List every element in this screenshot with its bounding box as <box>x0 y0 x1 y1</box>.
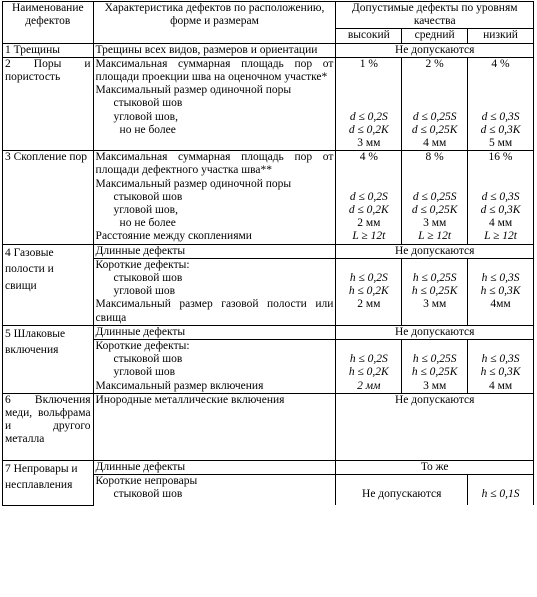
defect-name-gas-cavities: 4 Газовые полости и свищи <box>3 244 94 325</box>
pores-no-more-label: но не более <box>119 123 176 136</box>
defect-desc-pores <box>93 57 336 150</box>
gas-low-values <box>468 258 534 325</box>
slag-fillet-high: h ≤ 0,2K <box>348 366 389 379</box>
clusters-max-medium: 3 мм <box>423 217 447 230</box>
row-slag-long <box>3 325 534 339</box>
clusters-fillet-medium: d ≤ 0,25K <box>411 203 458 216</box>
clusters-butt-low: d ≤ 0,3S <box>481 190 520 203</box>
clusters-distance-text: Расстояние между скоплениями <box>95 230 252 243</box>
row-lack-of-fusion-long <box>3 460 534 474</box>
gas-max-low: 4мм <box>490 298 511 311</box>
clusters-low-values <box>468 151 534 244</box>
clusters-butt-high: d ≤ 0,2S <box>349 190 388 203</box>
fusion-butt-label: стыковой шов <box>113 488 183 501</box>
gas-max-high: 2 мм <box>357 298 381 311</box>
defect-desc-pore-clusters <box>93 151 336 244</box>
pores-butt-medium: d ≤ 0,25S <box>412 110 457 123</box>
pores-max-high: 3 мм <box>357 136 381 149</box>
slag-short-label: Короткие дефекты: <box>95 340 190 353</box>
pores-butt-low: d ≤ 0,3S <box>481 110 520 123</box>
pores-high-values <box>336 57 402 150</box>
slag-max-text: Максимальный размер включения <box>95 379 264 392</box>
clusters-total-low: 16 % <box>488 151 513 164</box>
defect-name-slag: 5 Шлаковые включения <box>3 325 94 393</box>
pores-fillet-medium: d ≤ 0,25K <box>411 123 458 136</box>
clusters-fillet-low: d ≤ 0,3K <box>480 203 521 216</box>
slag-butt-medium: h ≤ 0,25S <box>412 353 457 366</box>
gas-butt-label: стыковой шов <box>113 272 183 285</box>
gas-max-text: Максимальный размер газовой полости или свища <box>95 298 334 324</box>
gas-fillet-medium: h ≤ 0,25K <box>411 285 458 298</box>
gas-butt-medium: h ≤ 0,25S <box>412 272 457 284</box>
slag-fillet-medium: h ≤ 0,25K <box>411 366 458 379</box>
pores-total-high: 1 % <box>359 57 378 70</box>
slag-butt-high: h ≤ 0,2S <box>349 353 388 366</box>
clusters-distance-medium: L ≥ 12t <box>418 230 452 243</box>
clusters-high-values <box>336 151 402 244</box>
slag-long-allowed: Не допускаются <box>336 325 534 339</box>
header-row <box>3 2 534 29</box>
gas-long-allowed: Не допускаются <box>336 244 534 258</box>
gas-medium-values <box>402 258 468 325</box>
clusters-fillet-label: угловой шов, <box>113 204 178 216</box>
slag-max-low: 4 мм <box>488 379 513 392</box>
defect-desc-gas-short <box>93 258 336 325</box>
pores-butt-label: стыковой шов <box>113 97 183 110</box>
clusters-total-medium: 8 % <box>425 151 444 164</box>
clusters-total-high: 4 % <box>359 151 378 164</box>
row-pores <box>3 57 534 150</box>
gas-butt-high: h ≤ 0,2S <box>349 272 388 284</box>
defects-table <box>2 1 534 506</box>
clusters-butt-label: стыковой шов <box>113 190 183 203</box>
clusters-total-area-text: Максимальная суммарная площадь пор от площади дефектного участка шва** <box>95 151 334 177</box>
clusters-no-more-label: но не более <box>119 217 176 230</box>
pores-butt-high: d ≤ 0,2S <box>349 110 388 123</box>
fusion-low-values <box>468 475 534 506</box>
slag-low-values <box>468 340 534 394</box>
defects-table-document <box>2 1 534 506</box>
defect-name-pores: 2 Поры и пористость <box>3 57 94 150</box>
fusion-long-label: Длинные дефекты <box>93 460 336 474</box>
allowed-metal-inclusions: Не допускаются <box>336 393 534 460</box>
pores-total-area-text: Максимальная суммарная площадь пор от площади проекции шва на оценочном участке* <box>95 57 334 84</box>
clusters-medium-values <box>402 151 468 244</box>
defect-desc-metal-inclusions: Инородные металлические включения <box>93 393 336 460</box>
fusion-short-label: Короткие непровары <box>95 475 198 488</box>
defect-name-cracks: 1 Трещины <box>3 43 94 57</box>
clusters-distance-high: L ≥ 12t <box>352 230 386 243</box>
defect-desc-slag-short <box>93 340 336 394</box>
slag-fillet-label: угловой шов <box>113 366 176 379</box>
row-metal-inclusions <box>3 393 534 460</box>
header-level-high: высокий <box>336 29 402 43</box>
pores-medium-values <box>402 57 468 150</box>
defect-name-metal-inclusions: 6 Включения меди, вольфрама и другого металла <box>3 393 94 460</box>
header-defect-name: Наименование дефектов <box>3 2 94 44</box>
gas-long-label: Длинные дефекты <box>93 244 336 258</box>
slag-butt-label: стыковой шов <box>113 353 183 366</box>
pores-max-medium: 4 мм <box>423 136 447 149</box>
pores-fillet-label: угловой шов, <box>113 110 178 123</box>
clusters-single-size-text: Максимальный размер одиночной поры <box>95 177 292 190</box>
slag-medium-values <box>402 340 468 394</box>
header-defect-description: Характеристика дефектов по расположению, форме и размерам <box>93 2 336 44</box>
row-gas-cavities-long <box>3 244 534 258</box>
gas-fillet-label: угловой шов <box>113 285 176 298</box>
row-pore-clusters <box>3 151 534 244</box>
header-allowed-defects: Допустимые дефекты по уровням качества <box>336 2 534 29</box>
slag-max-high: 2 мм <box>357 379 381 392</box>
defect-desc-cracks: Трещины всех видов, размеров и ориентации <box>93 43 336 57</box>
clusters-max-low: 4 мм <box>488 217 513 230</box>
pores-low-values <box>468 57 534 150</box>
slag-fillet-low: h ≤ 0,3K <box>480 366 521 379</box>
slag-long-label: Длинные дефекты <box>93 325 336 339</box>
pores-single-size-text: Максимальный размер одиночной поры <box>95 84 292 97</box>
row-cracks <box>3 43 534 57</box>
gas-high-values <box>336 258 402 325</box>
allowed-cracks: Не допускаются <box>336 43 534 57</box>
defect-desc-fusion-short <box>93 475 336 506</box>
clusters-butt-medium: d ≤ 0,25S <box>412 190 457 203</box>
clusters-max-high: 2 мм <box>357 217 381 230</box>
slag-max-medium: 3 мм <box>423 379 447 392</box>
pores-total-medium: 2 % <box>425 57 444 70</box>
gas-short-label: Короткие дефекты: <box>95 258 190 271</box>
slag-high-values <box>336 340 402 394</box>
slag-butt-low: h ≤ 0,3S <box>481 353 520 366</box>
defect-name-lack-of-fusion: 7 Непровары и несплавления <box>3 460 94 505</box>
fusion-butt-not-allowed: Не допускаются <box>362 488 442 501</box>
pores-max-low: 5 мм <box>488 136 513 149</box>
fusion-long-allowed: То же <box>336 460 534 474</box>
gas-butt-low: h ≤ 0,3S <box>481 272 520 284</box>
pores-fillet-low: d ≤ 0,3K <box>480 123 521 136</box>
fusion-butt-low: h ≤ 0,1S <box>481 488 520 501</box>
pores-total-low: 4 % <box>491 57 510 70</box>
gas-fillet-low: h ≤ 0,3K <box>480 285 521 298</box>
header-level-low: низкий <box>468 29 534 43</box>
pores-fillet-high: d ≤ 0,2K <box>348 123 389 136</box>
clusters-fillet-high: d ≤ 0,2K <box>348 203 389 216</box>
clusters-distance-low: L ≥ 12t <box>484 230 518 243</box>
gas-max-medium: 3 мм <box>423 298 447 311</box>
gas-fillet-high: h ≤ 0,2K <box>348 285 389 298</box>
defect-name-pore-clusters: 3 Скопление пор <box>3 151 94 244</box>
fusion-high-medium-values <box>336 475 468 506</box>
header-level-medium: средний <box>402 29 468 43</box>
